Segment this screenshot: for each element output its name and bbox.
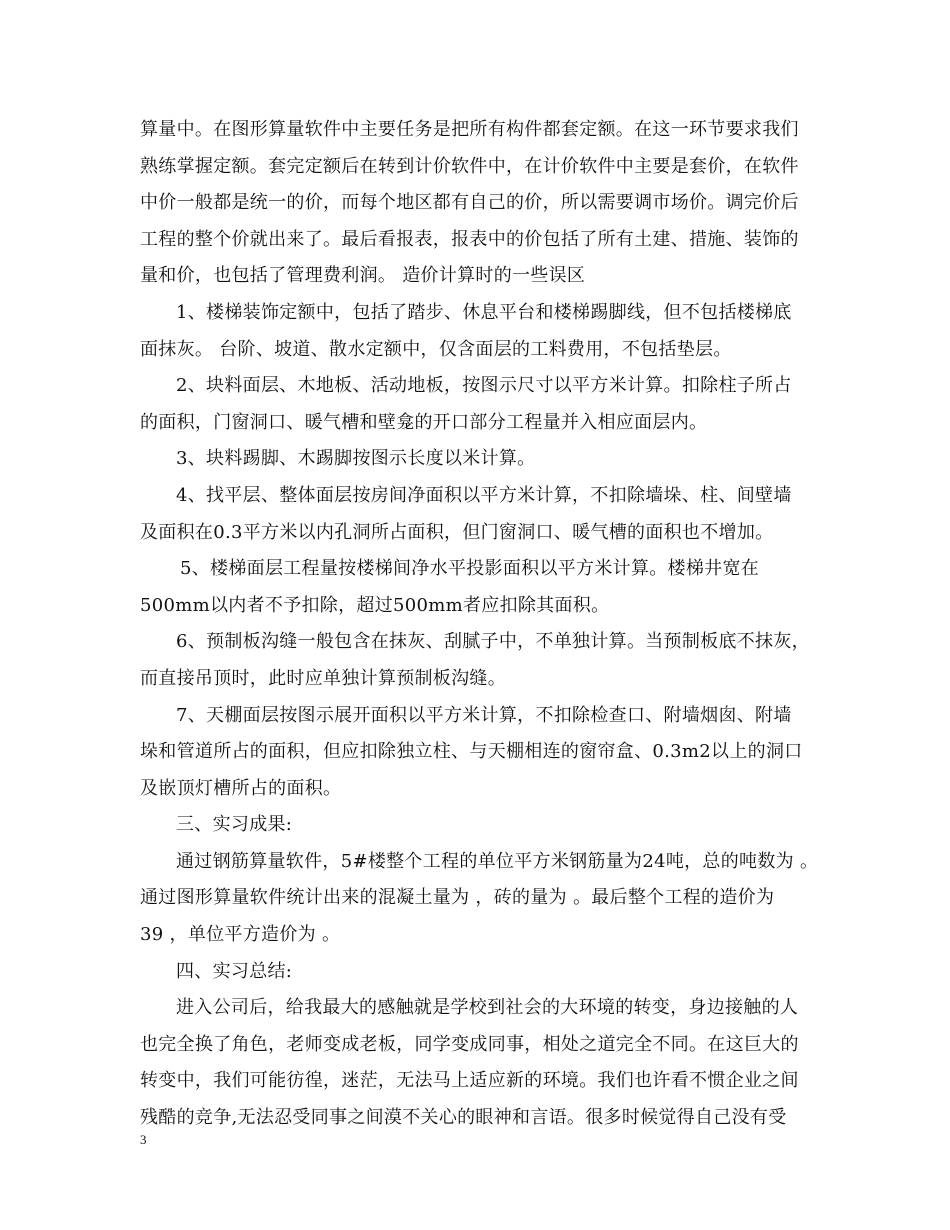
list-item-3: 3、块料踢脚、木踢脚按图示长度以米计算。 <box>176 448 536 470</box>
text-line: 通过钢筋算量软件，5#楼整个工程的单位平方米钢筋量为24吨，总的吨数为 。 <box>176 850 819 872</box>
list-item-6: 6、预制板沟缝一般包含在抹灰、刮腻子中，不单独计算。当预制板底不抹灰， <box>176 631 810 653</box>
text-line: 通过图形算量软件统计出来的混凝土量为 ，砖的量为 。最后整个工程的造价为 <box>140 887 775 909</box>
text-line: 及嵌顶灯槽所占的面积。 <box>140 777 342 799</box>
list-item-1: 1、楼梯装饰定额中，包括了踏步、休息平台和楼梯踢脚线，但不包括楼梯底 <box>176 301 792 323</box>
text-line: 39 ，单位平方造价为 。 <box>140 924 341 946</box>
text-line: 也完全换了角色，老师变成老板，同学变成同事，相处之道完全不同。在这巨大的 <box>140 1033 799 1055</box>
text-line: 中价一般都是统一的价，而每个地区都有自己的价，所以需要调市场价。调完价后 <box>140 192 799 214</box>
text-line: 量和价，也包括了管理费利润。 造价计算时的一些误区 <box>140 265 586 287</box>
list-item-7: 7、天棚面层按图示展开面积以平方米计算，不扣除检查口、附墙烟囱、附墙 <box>176 704 792 726</box>
text-line: 熟练掌握定额。套完定额后在转到计价软件中，在计价软件中主要是套价，在软件 <box>140 155 799 177</box>
text-line: 500mm以内者不予扣除，超过500mm者应扣除其面积。 <box>140 594 610 616</box>
text-line: 转变中，我们可能彷徨，迷茫，无法马上适应新的环境。我们也许看不惯企业之间 <box>140 1070 799 1092</box>
text-line: 及面积在0.3平方米以内孔洞所占面积，但门窗洞口、暖气槽的面积也不增加。 <box>140 521 774 543</box>
list-item-2: 2、块料面层、木地板、活动地板，按图示尺寸以平方米计算。扣除柱子所占 <box>176 375 792 397</box>
text-line: 垛和管道所占的面积，但应扣除独立柱、与天棚相连的窗帘盒、0.3m2以上的洞口 <box>140 741 803 763</box>
text-line: 工程的整个价就出来了。最后看报表，报表中的价包括了所有土建、措施、装饰的 <box>140 228 799 250</box>
text-line: 进入公司后，给我最大的感触就是学校到社会的大环境的转变，身边接触的人 <box>176 997 799 1019</box>
section-heading-results: 三、实习成果: <box>176 814 293 836</box>
section-heading-summary: 四、实习总结: <box>176 960 293 982</box>
text-line: 而直接吊顶时，此时应单独计算预制板沟缝。 <box>140 667 506 689</box>
text-line: 算量中。在图形算量软件中主要任务是把所有构件都套定额。在这一环节要求我们 <box>140 119 799 140</box>
text-line: 的面积，门窗洞口、暖气槽和壁龛的开口部分工程量并入相应面层内。 <box>140 411 708 433</box>
text-line: 面抹灰。 台阶、坡道、散水定额中，仅含面层的工料费用，不包括垫层。 <box>140 338 732 360</box>
list-item-4: 4、找平层、整体面层按房间净面积以平方米计算，不扣除墙垛、柱、间壁墙 <box>176 484 792 506</box>
body-text <box>140 112 819 1137</box>
list-item-5: 5、楼梯面层工程量按楼梯间净水平投影面积以平方米计算。楼梯井宽在 <box>180 558 760 580</box>
text-line: 残酷的竞争,无法忍受同事之间漠不关心的眼神和言语。很多时候觉得自己没有受 <box>140 1107 787 1129</box>
page-number: 3 <box>140 1132 147 1147</box>
